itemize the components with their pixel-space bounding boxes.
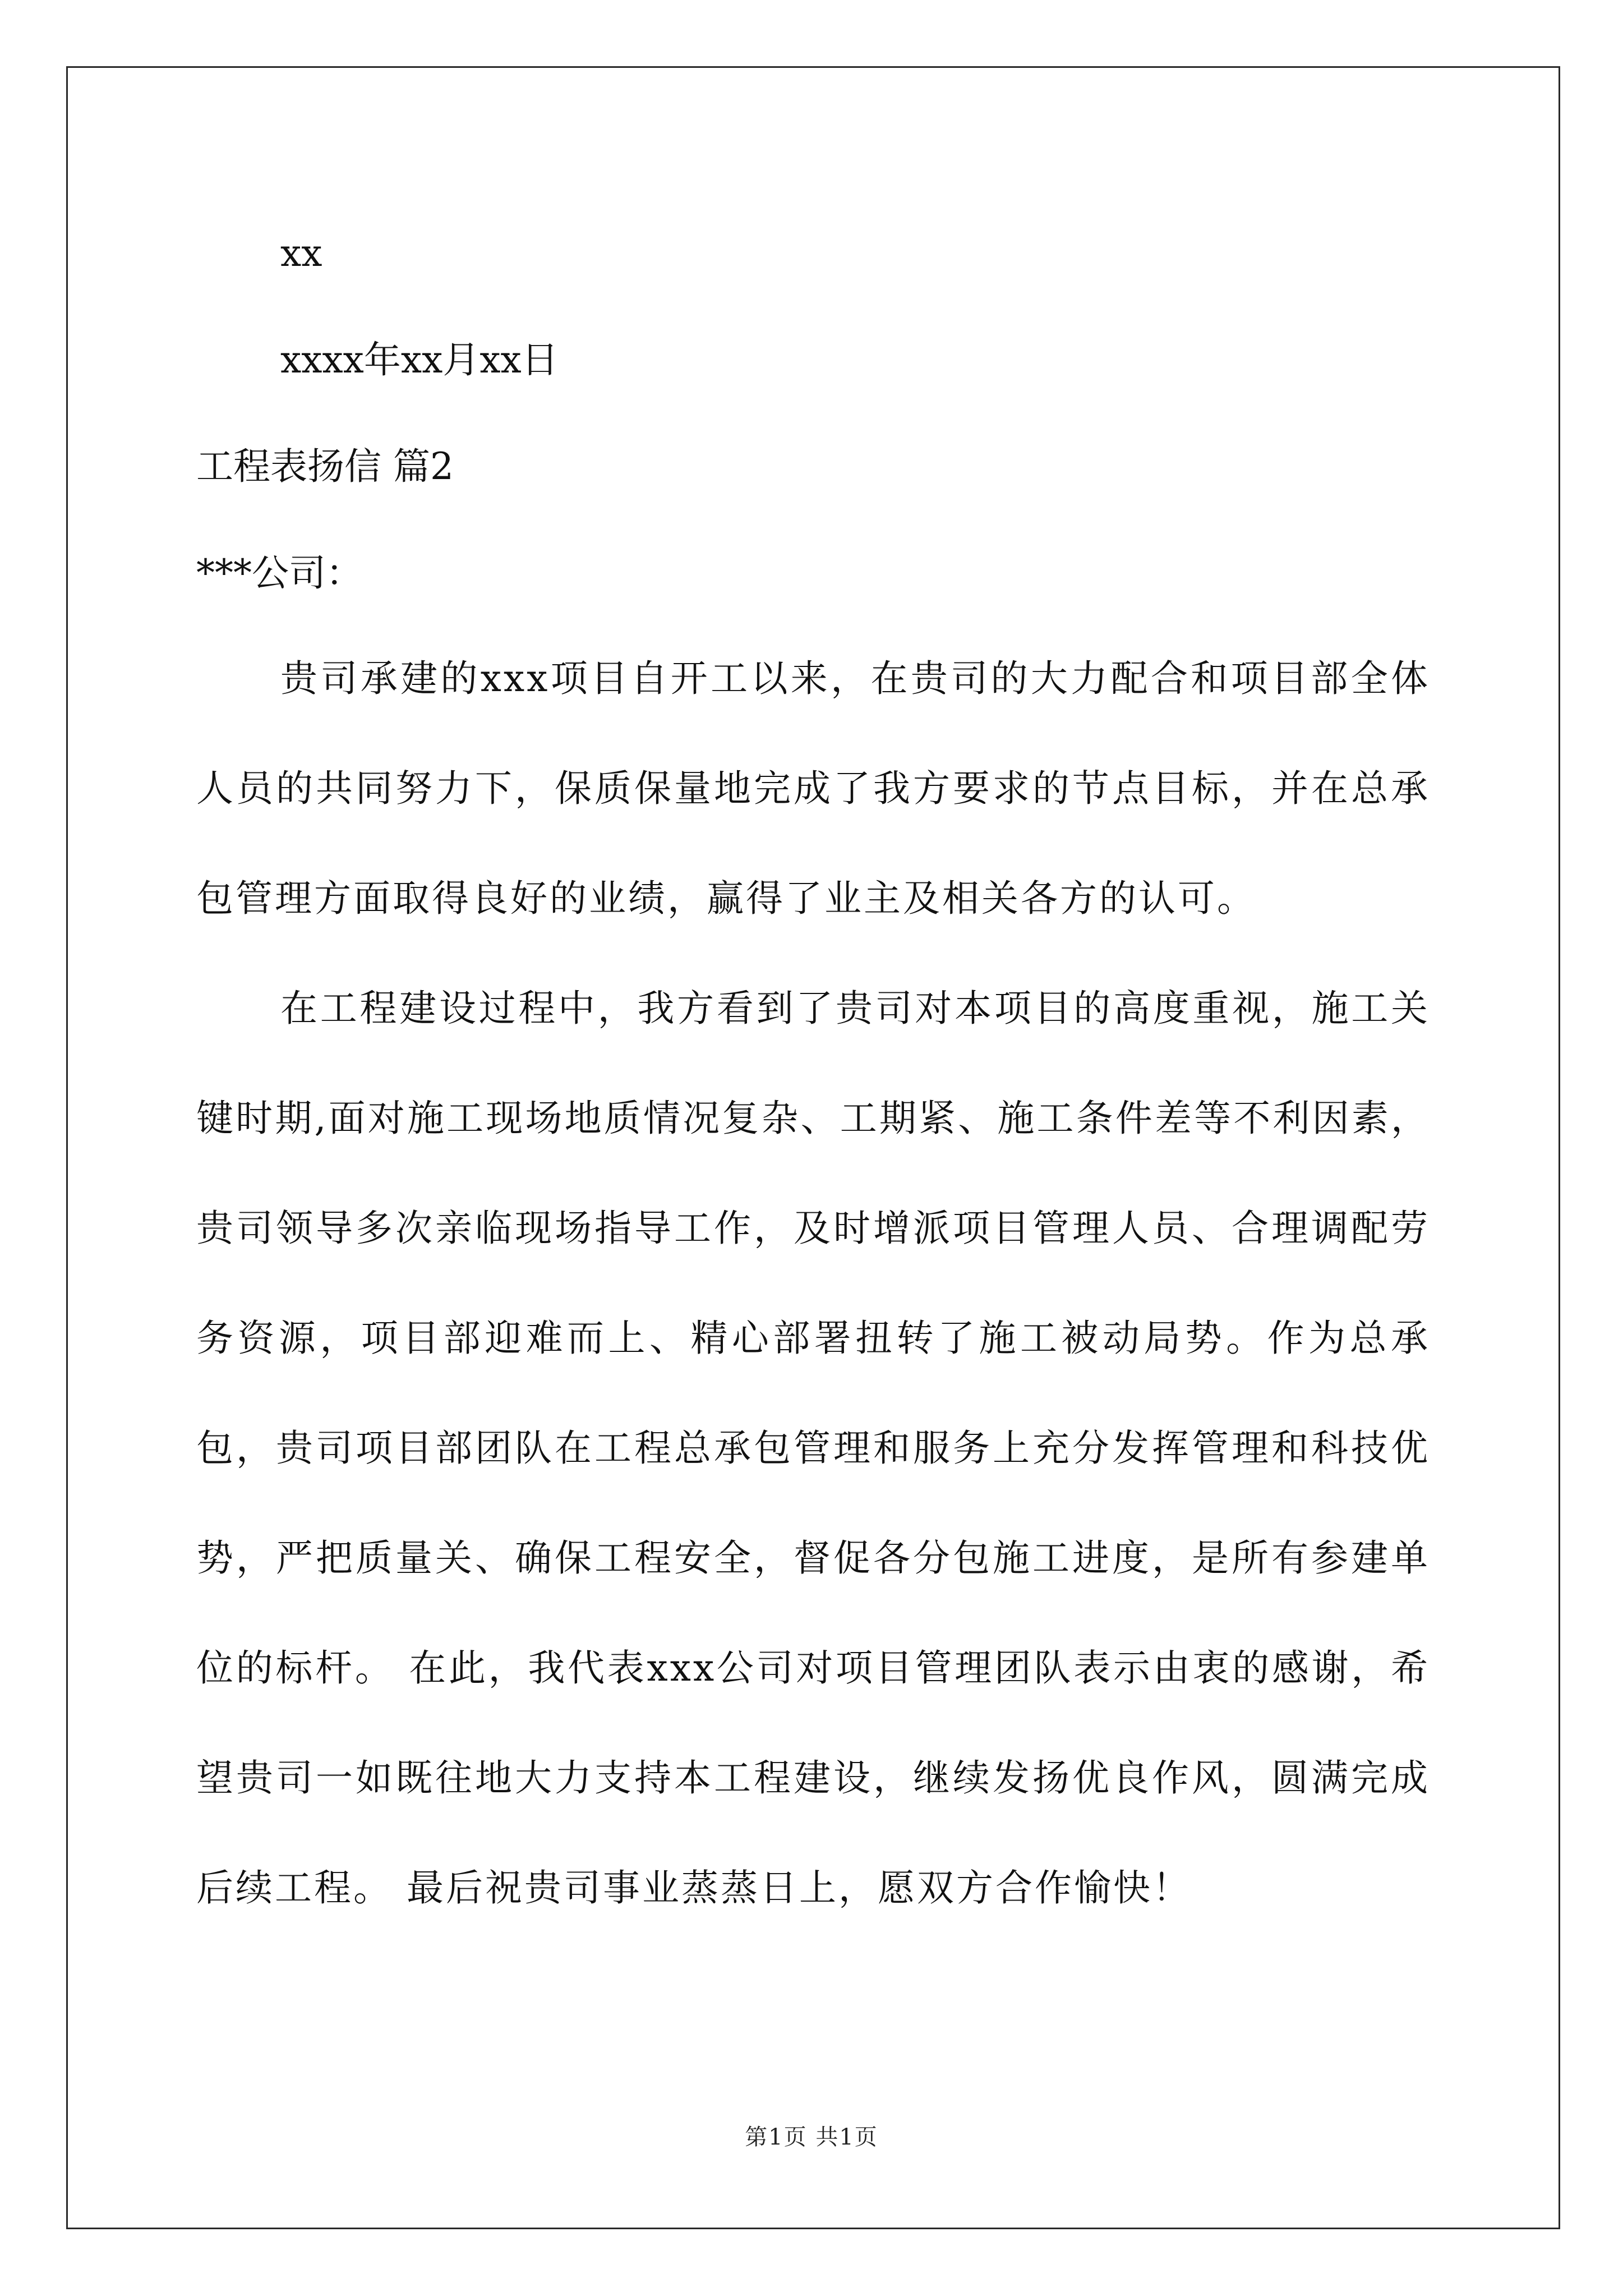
section-title: 工程表扬信 篇2 <box>196 445 454 488</box>
signature-date: xxxx年xx月xx日 <box>280 338 559 381</box>
signature-name: xx <box>280 232 322 275</box>
page-footer: 第1页 共1页 <box>745 2124 878 2150</box>
body-paragraph-2: 在工程建设过程中，我方看到了贵司对本项目的高度重视，施工关键时期,面对施工现场地质情况复杂、工期紧、施工条件差等不利因素，贵司领导多次亲临现场指导工作，及时增派项目管理人员、合理调配劳务资源，项目部迎难而上、精心部署扭转了施工被动局势。作为总承包，贵司项目部团队在工程总承包管理和服务上充分发挥管理和科技优势，严把质量关、确保工程安全，督促各分包施工进度，是所有参建单位的标杆。 在此，我代表xxx公司对项目管理团队表示由衷的感谢，希望贵司一如既往地大力支持本工程建设，继续发扬优良作风，圆满完成后续工程。 最后祝贵司事业蒸蒸日上，愿双方合作愉快！ <box>196 987 1430 1910</box>
body-paragraph-1: 贵司承建的xxx项目自开工以来，在贵司的大力配合和项目部全体人员的共同努力下，保质保量地完成了我方要求的节点目标，并在总承包管理方面取得良好的业绩，赢得了业主及相关各方的认可。 <box>196 657 1430 920</box>
salutation: ***公司： <box>196 551 363 595</box>
